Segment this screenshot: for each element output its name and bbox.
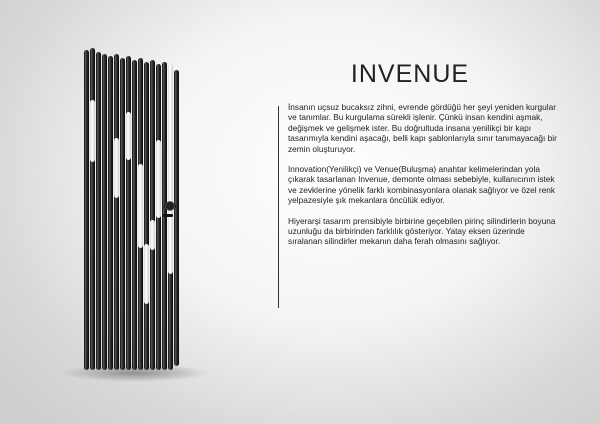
vertical-divider	[278, 106, 279, 308]
door-rod	[96, 52, 101, 370]
white-rod	[126, 112, 131, 160]
door-rod	[108, 56, 113, 370]
door-rod	[120, 58, 125, 370]
door-rod	[144, 62, 149, 370]
white-rod	[150, 220, 155, 250]
white-rod	[138, 164, 143, 248]
white-rod	[114, 138, 119, 198]
door-illustration	[70, 44, 190, 376]
white-rod	[168, 64, 173, 274]
paragraph-design: Hiyerarşi tasarım prensibiyle birbirine geçebilen pirinç silindirlerin boyuna uzunluğu da birbirinden farklılık gösteriyor. Yatay eksen üzerinde sıralanan silindirler mekanın daha ferah olmasını sağlıyor.	[288, 215, 556, 247]
paragraph-concept: Innovation(Yenilikçi) ve Venue(Buluşma) anahtar kelimelerindan yola çıkarak tasarlanan Invenue, demonte olması sebebiyle, kullanıcının istek ve zevklerine yönelik farklı kombinasyonlara olanak sağlıyor ve özel renk yelpazesiyle şık mekanlara öncülük ediyor.	[288, 164, 556, 206]
white-rod	[90, 100, 95, 162]
white-rod	[156, 140, 161, 218]
description-text	[288, 102, 560, 257]
white-rod	[144, 244, 149, 304]
paragraph-intro: İnsanın uçsuz bucaksız zihni, evrende gördüğü her şeyi yeniden kurgular ve tanımlar. Bu kurgulama sürekli işlenir. Çünkü insan kendini aşmak, değişmek ve gelişmek ister. Bu doğrultuda insana yenilikçi bir kapı tasarımıyla kendini aşacağı, belli kapı şablonlarıyla sınır tanımayacağı bir zemin oluşturuyor.	[288, 102, 557, 154]
page-title: INVENUE	[350, 60, 470, 88]
door-rod	[90, 48, 95, 370]
door-rod	[150, 60, 155, 370]
door-rod	[114, 54, 119, 370]
door-rod	[102, 54, 107, 370]
door-rod	[126, 56, 131, 370]
door-rod	[84, 50, 89, 370]
door-rod	[132, 60, 137, 370]
white-rod	[174, 70, 179, 366]
